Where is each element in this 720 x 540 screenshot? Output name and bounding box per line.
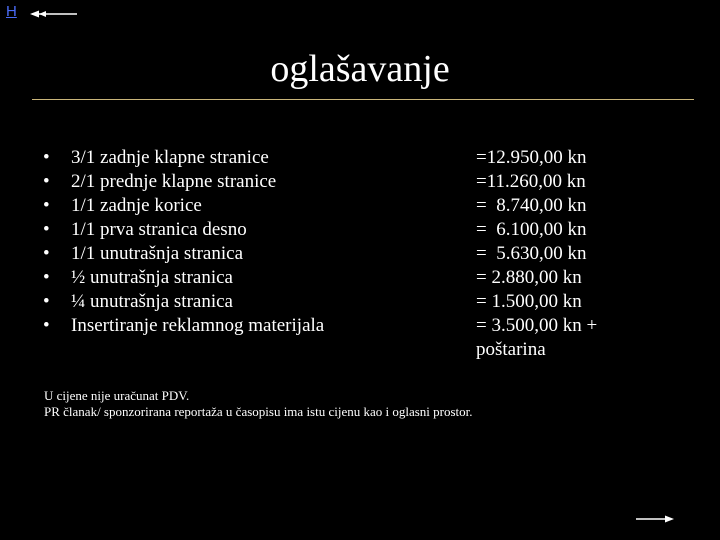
bullet: • xyxy=(43,147,50,168)
item-price: = 3.500,00 kn + xyxy=(476,315,598,336)
bullet: • xyxy=(43,171,50,192)
item-price-extra: poštarina xyxy=(476,339,546,360)
item-label: 1/1 zadnje korice xyxy=(71,195,202,216)
item-label: ¼ unutrašnja stranica xyxy=(71,291,233,312)
right-arrow-icon[interactable] xyxy=(636,514,674,524)
item-label: 1/1 prva stranica desno xyxy=(71,219,247,240)
item-price: = 6.100,00 kn xyxy=(476,219,587,240)
home-link[interactable]: H xyxy=(6,3,17,20)
bullet: • xyxy=(43,195,50,216)
bullet: • xyxy=(43,243,50,264)
footnotes xyxy=(44,388,473,420)
pr-note: PR članak/ sponzorirana reportaža u časopisu ima istu cijenu kao i oglasni prostor. xyxy=(44,404,473,419)
item-price: = 8.740,00 kn xyxy=(476,195,587,216)
item-price: = 1.500,00 kn xyxy=(476,291,582,312)
title-divider xyxy=(32,99,694,100)
item-label: 1/1 unutrašnja stranica xyxy=(71,243,244,264)
item-price: = 2.880,00 kn xyxy=(476,267,582,288)
bullet: • xyxy=(43,219,50,240)
item-label: 3/1 zadnje klapne stranice xyxy=(71,147,269,168)
item-price: =11.260,00 kn xyxy=(476,171,586,192)
item-label: Insertiranje reklamnog materijala xyxy=(71,315,325,336)
slide-title: oglašavanje xyxy=(270,48,450,90)
item-label: 2/1 prednje klapne stranice xyxy=(71,171,277,192)
bullet: • xyxy=(43,267,50,288)
bullet: • xyxy=(43,291,50,312)
vat-note: U cijene nije uračunat PDV. xyxy=(44,388,190,403)
item-price: =12.950,00 kn xyxy=(476,147,587,168)
left-arrow-icon[interactable] xyxy=(30,9,78,19)
bullet: • xyxy=(43,315,50,336)
item-label: ½ unutrašnja stranica xyxy=(71,267,233,288)
item-price: = 5.630,00 kn xyxy=(476,243,587,264)
